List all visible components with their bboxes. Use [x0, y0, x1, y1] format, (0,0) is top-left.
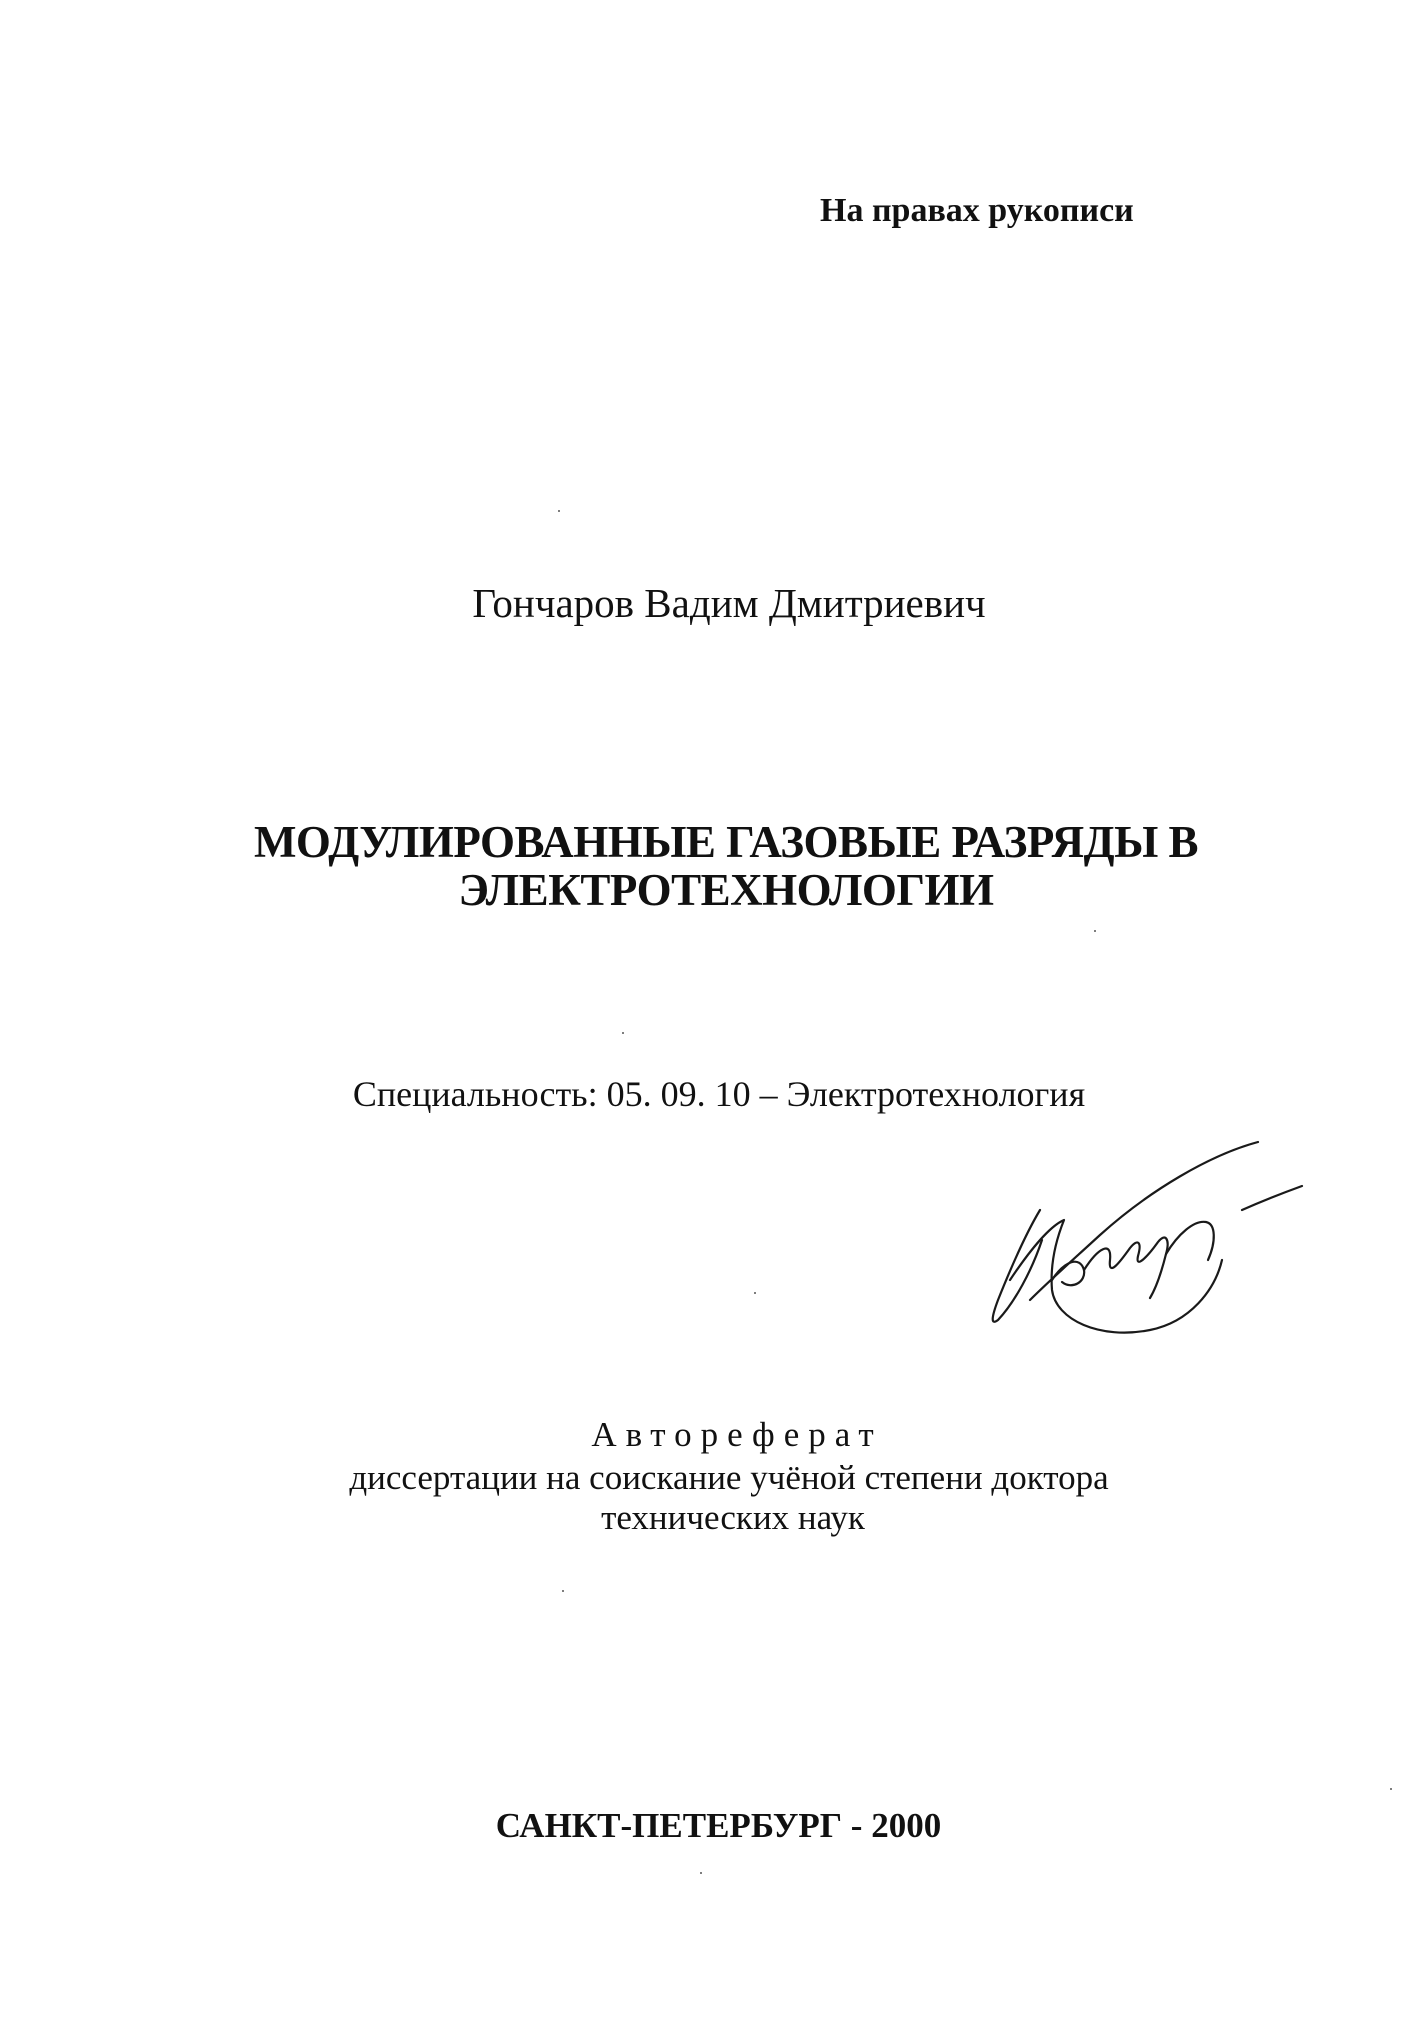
scan-speck	[754, 1292, 756, 1294]
thesis-title-line-2: ЭЛЕКТРОТЕХНОЛОГИИ	[458, 865, 994, 915]
handwritten-signature-icon	[980, 1130, 1320, 1360]
scan-speck	[622, 1032, 624, 1034]
scan-speck	[700, 1872, 702, 1874]
field-line: технических наук	[601, 1498, 865, 1537]
scan-speck	[1094, 930, 1096, 932]
degree-line: диссертации на соискание учёной степени доктора	[349, 1458, 1109, 1497]
scan-speck	[1390, 1788, 1392, 1790]
thesis-title-line-1: МОДУЛИРОВАННЫЕ ГАЗОВЫЕ РАЗРЯДЫ В	[253, 817, 1199, 867]
place-and-year: САНКТ-ПЕТЕРБУРГ - 2000	[495, 1806, 942, 1845]
rights-note: На правах рукописи	[820, 192, 1134, 229]
scan-speck	[562, 1590, 564, 1592]
scan-speck	[558, 510, 560, 512]
specialty-line: Специальность: 05. 09. 10 – Электротехнология	[352, 1074, 1086, 1114]
author-name: Гончаров Вадим Дмитриевич	[472, 580, 986, 626]
document-type: Автореферат	[591, 1415, 883, 1454]
